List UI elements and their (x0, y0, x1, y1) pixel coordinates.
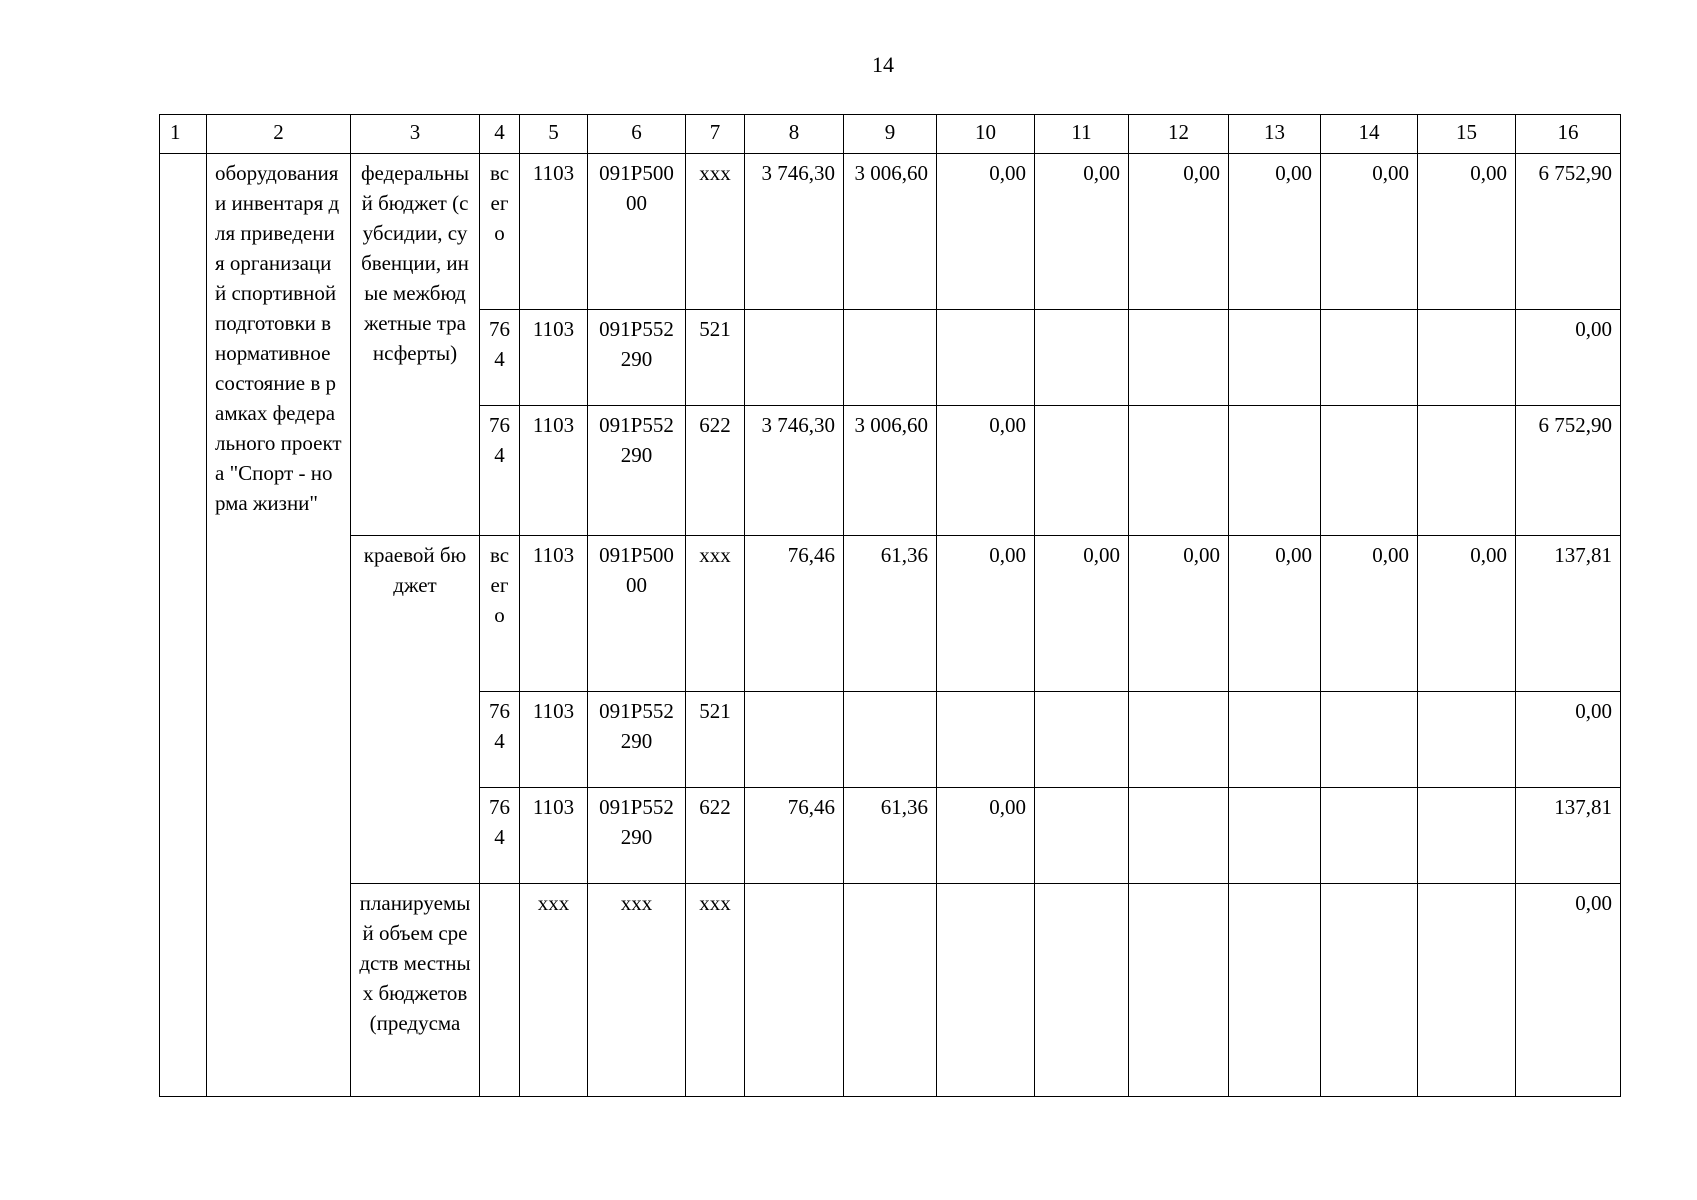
header-cell: 5 (520, 115, 588, 154)
amount-cell: 0,00 (1035, 536, 1129, 692)
amount-cell: 3 746,30 (745, 406, 844, 536)
header-cell: 11 (1035, 115, 1129, 154)
amount-cell (844, 692, 937, 788)
header-cell: 1 (160, 115, 207, 154)
page-number: 14 (872, 52, 894, 77)
csr-cell: 091P50000 (588, 154, 686, 310)
amount-cell (1229, 692, 1321, 788)
total-cell: 6 752,90 (1516, 406, 1621, 536)
amount-cell (1229, 406, 1321, 536)
amount-cell (745, 310, 844, 406)
header-cell: 2 (207, 115, 351, 154)
amount-cell: 76,46 (745, 788, 844, 884)
amount-cell (1321, 310, 1418, 406)
amount-cell (937, 692, 1035, 788)
amount-cell: 3 006,60 (844, 406, 937, 536)
amount-cell: 0,00 (1035, 154, 1129, 310)
amount-cell (1321, 692, 1418, 788)
amount-cell (1418, 310, 1516, 406)
amount-cell (1321, 884, 1418, 1097)
amount-cell: 0,00 (1229, 154, 1321, 310)
amount-cell: 0,00 (1129, 154, 1229, 310)
amount-cell: 0,00 (1321, 536, 1418, 692)
amount-cell: 0,00 (1129, 536, 1229, 692)
rzpr-cell: 1103 (520, 536, 588, 692)
header-cell: 7 (686, 115, 745, 154)
col1-cell (160, 154, 207, 1097)
amount-cell (1418, 406, 1516, 536)
amount-cell (1321, 788, 1418, 884)
amount-cell: 3 746,30 (745, 154, 844, 310)
header-row (160, 115, 1621, 154)
amount-cell (844, 884, 937, 1097)
grbs-cell: 764 (480, 692, 520, 788)
amount-cell (1229, 788, 1321, 884)
measure-name-cell: оборудования и инвентаря для приведения организаций спортивной подготовки в нормативное состояние в рамках федерального проекта "Спорт - норма жизни" (207, 154, 351, 1097)
grbs-cell: всего (480, 536, 520, 692)
amount-cell: 0,00 (1229, 536, 1321, 692)
total-cell: 6 752,90 (1516, 154, 1621, 310)
amount-cell: 0,00 (1418, 154, 1516, 310)
source-regional-cell: краевой бюджет (351, 536, 480, 884)
amount-cell (937, 884, 1035, 1097)
rzpr-cell: 1103 (520, 788, 588, 884)
csr-cell: 091P50000 (588, 536, 686, 692)
total-cell: 0,00 (1516, 884, 1621, 1097)
table-row (160, 154, 1621, 310)
rzpr-cell: 1103 (520, 154, 588, 310)
amount-cell (1229, 310, 1321, 406)
total-cell: 137,81 (1516, 788, 1621, 884)
total-cell: 0,00 (1516, 310, 1621, 406)
amount-cell (1418, 788, 1516, 884)
header-cell: 13 (1229, 115, 1321, 154)
csr-cell: 091P552290 (588, 310, 686, 406)
header-cell: 14 (1321, 115, 1418, 154)
amount-cell (1035, 788, 1129, 884)
header-cell: 9 (844, 115, 937, 154)
amount-cell (1129, 310, 1229, 406)
table-row (160, 884, 1621, 1097)
amount-cell: 0,00 (1418, 536, 1516, 692)
amount-cell: 0,00 (937, 788, 1035, 884)
vr-cell: 521 (686, 692, 745, 788)
amount-cell (1129, 692, 1229, 788)
total-cell: 0,00 (1516, 692, 1621, 788)
grbs-cell: 764 (480, 788, 520, 884)
amount-cell (1229, 884, 1321, 1097)
source-federal-cell: федеральный бюджет (субсидии, субвенции, иные межбюджетные трансферты) (351, 154, 480, 536)
header-cell: 8 (745, 115, 844, 154)
amount-cell (1418, 692, 1516, 788)
amount-cell: 61,36 (844, 788, 937, 884)
header-cell: 6 (588, 115, 686, 154)
amount-cell (1035, 406, 1129, 536)
amount-cell (1129, 406, 1229, 536)
amount-cell (1129, 884, 1229, 1097)
amount-cell: 0,00 (937, 536, 1035, 692)
amount-cell (1035, 692, 1129, 788)
csr-cell: 091P552290 (588, 692, 686, 788)
rzpr-cell: 1103 (520, 310, 588, 406)
total-cell: 137,81 (1516, 536, 1621, 692)
header-cell: 4 (480, 115, 520, 154)
vr-cell: 622 (686, 788, 745, 884)
amount-cell (1418, 884, 1516, 1097)
source-local-cell: планируемый объем средств местных бюджетов (предусма (351, 884, 480, 1097)
amount-cell (844, 310, 937, 406)
rzpr-cell: 1103 (520, 406, 588, 536)
amount-cell (745, 692, 844, 788)
amount-cell (745, 884, 844, 1097)
grbs-cell: всего (480, 154, 520, 310)
amount-cell (1035, 310, 1129, 406)
header-cell: 3 (351, 115, 480, 154)
grbs-cell: 764 (480, 406, 520, 536)
grbs-cell (480, 884, 520, 1097)
header-cell: 15 (1418, 115, 1516, 154)
amount-cell: 76,46 (745, 536, 844, 692)
vr-cell: 521 (686, 310, 745, 406)
csr-cell: 091P552290 (588, 406, 686, 536)
rzpr-cell: xxx (520, 884, 588, 1097)
amount-cell (937, 310, 1035, 406)
vr-cell: 622 (686, 406, 745, 536)
vr-cell: xxx (686, 884, 745, 1097)
vr-cell: xxx (686, 154, 745, 310)
amount-cell: 0,00 (937, 406, 1035, 536)
table-row (160, 536, 1621, 692)
vr-cell: xxx (686, 536, 745, 692)
header-cell: 12 (1129, 115, 1229, 154)
rzpr-cell: 1103 (520, 692, 588, 788)
amount-cell (1035, 884, 1129, 1097)
amount-cell: 3 006,60 (844, 154, 937, 310)
header-cell: 16 (1516, 115, 1621, 154)
csr-cell: 091P552290 (588, 788, 686, 884)
header-cell: 10 (937, 115, 1035, 154)
grbs-cell: 764 (480, 310, 520, 406)
amount-cell (1129, 788, 1229, 884)
amount-cell: 61,36 (844, 536, 937, 692)
budget-table (159, 114, 1621, 1097)
amount-cell: 0,00 (937, 154, 1035, 310)
csr-cell: xxx (588, 884, 686, 1097)
amount-cell (1321, 406, 1418, 536)
amount-cell: 0,00 (1321, 154, 1418, 310)
